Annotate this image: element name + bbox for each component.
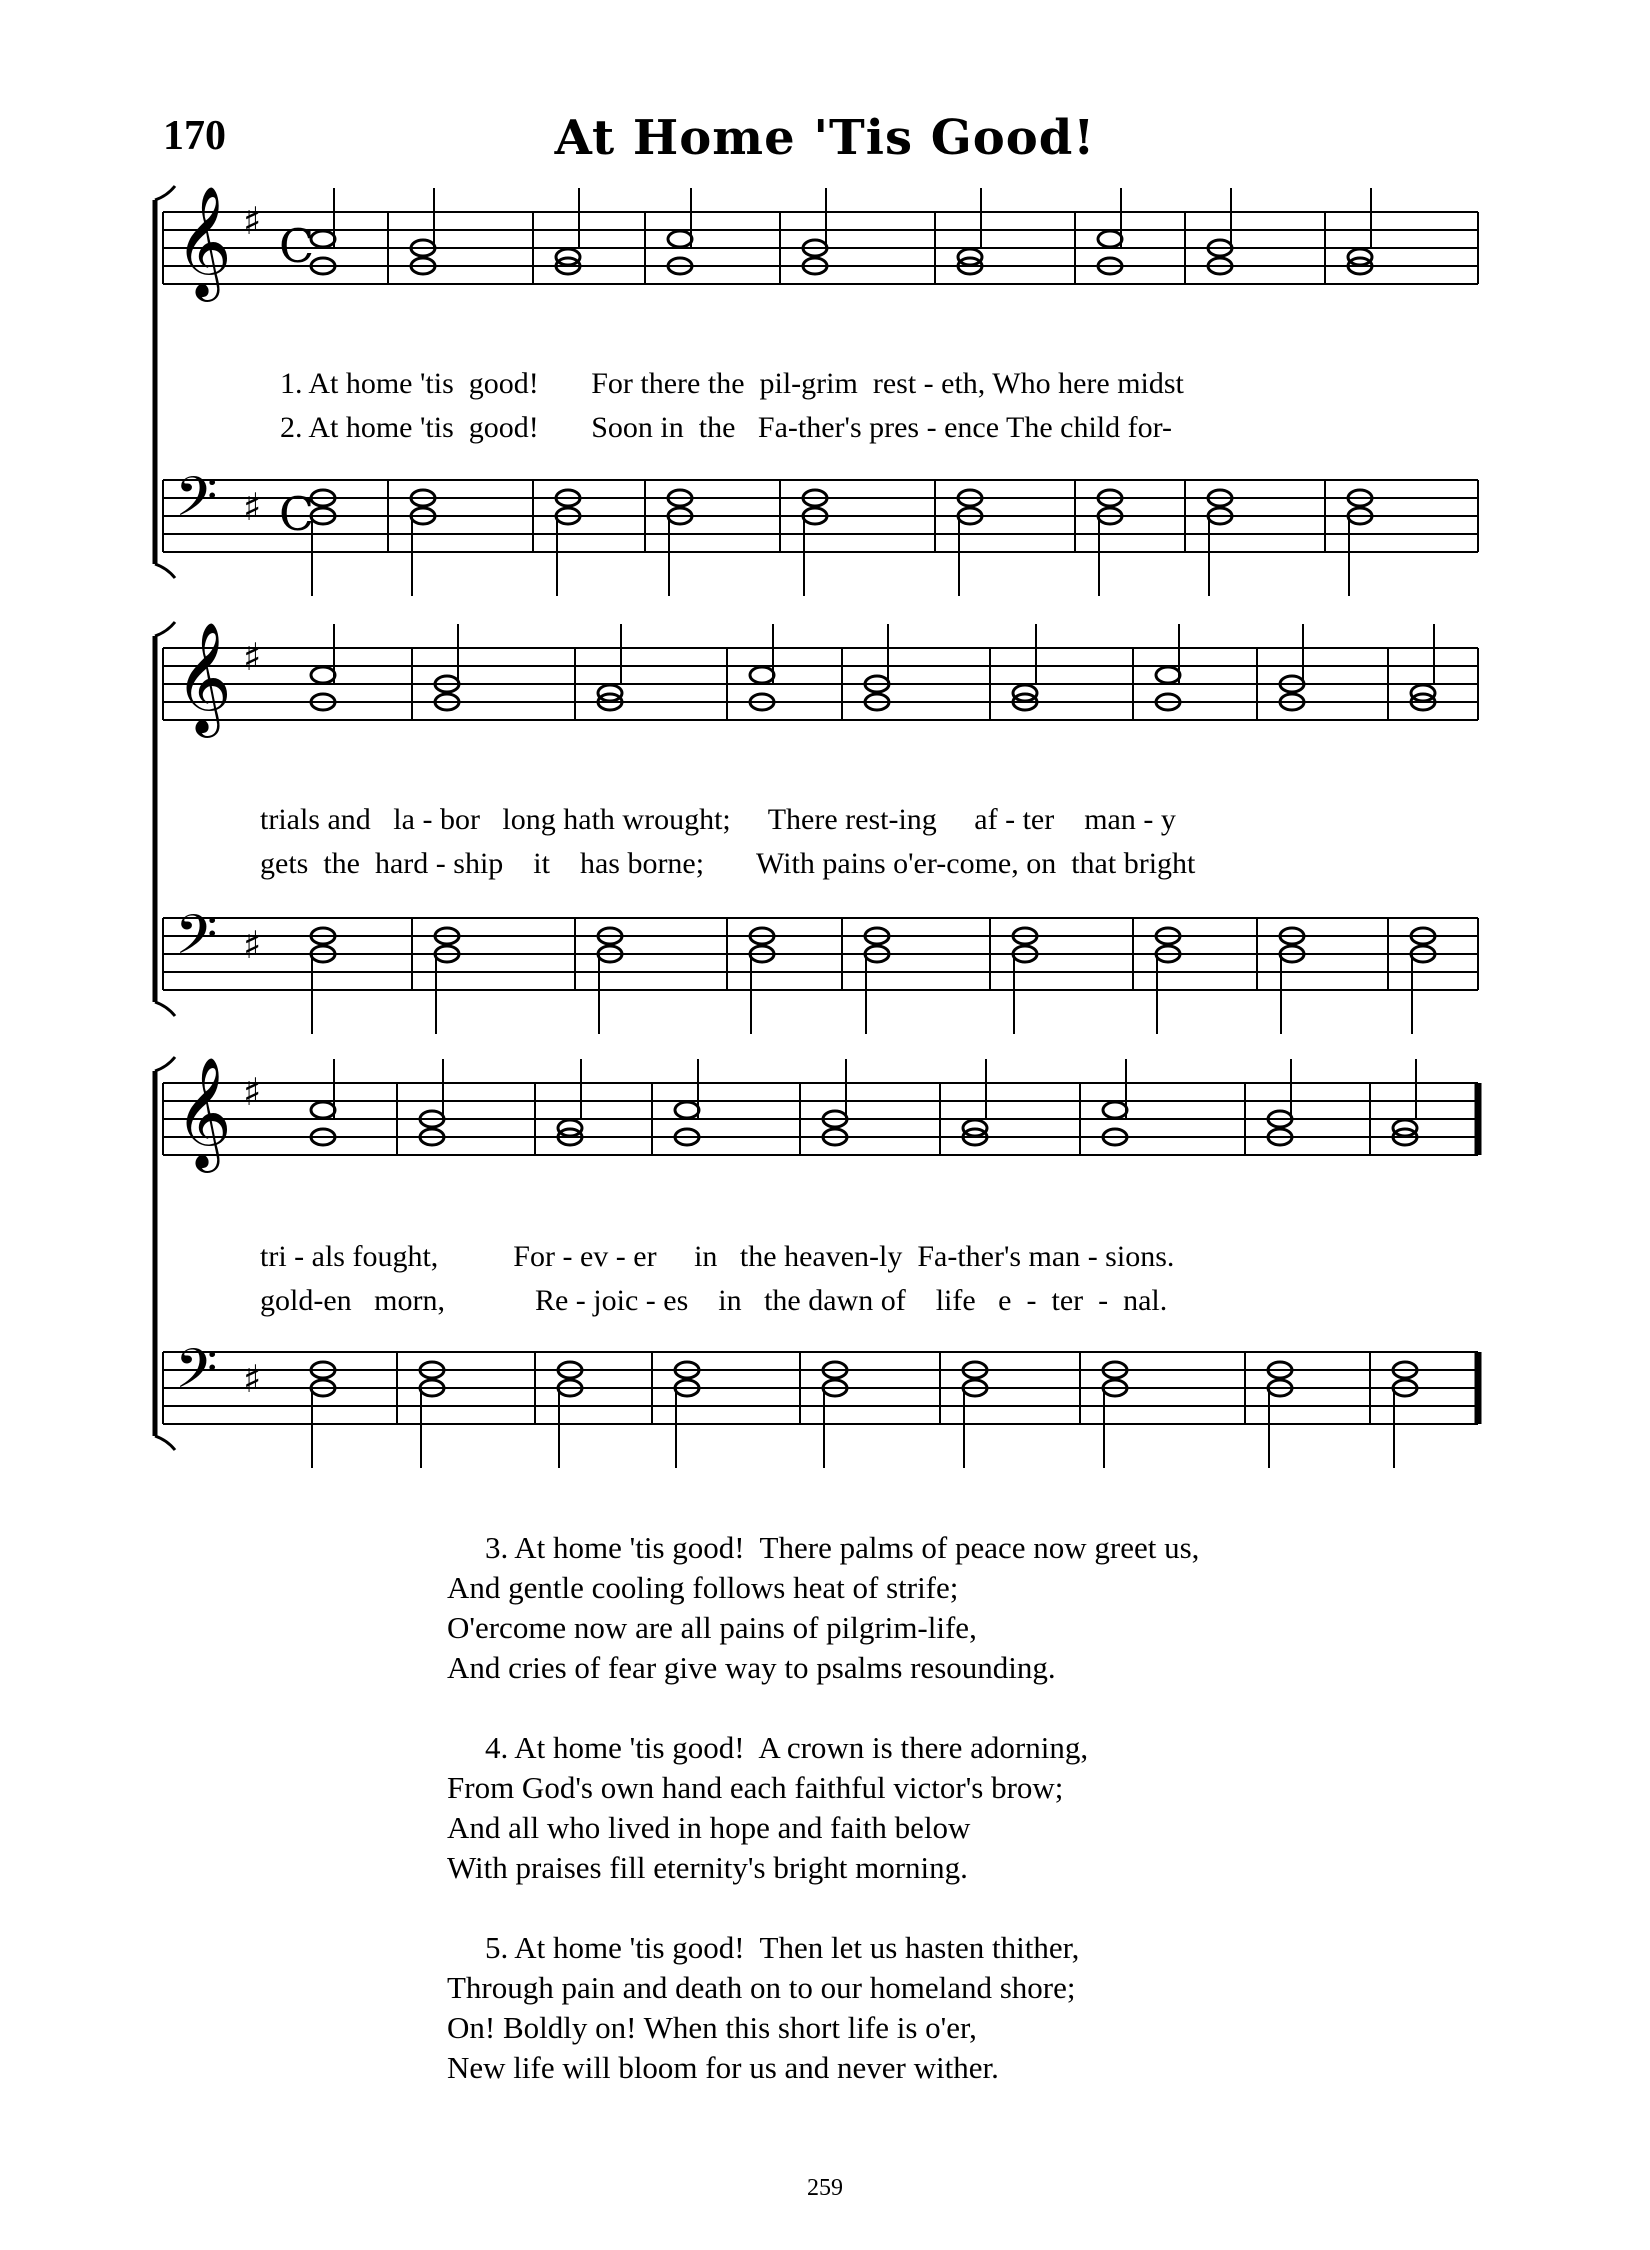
verse-line: Through pain and death on to our homeland shore; (447, 1970, 1076, 2005)
key-signature-sharp: ♯ (243, 199, 262, 243)
treble-clef-icon: 𝄞 (175, 1056, 232, 1168)
key-signature-sharp: ♯ (243, 923, 262, 967)
verse-line: From God's own hand each faithful victor's brow; (447, 1770, 1064, 1805)
time-signature: C (279, 487, 315, 541)
additional-verses (447, 1528, 1199, 2128)
verse-3 (447, 1528, 1199, 1688)
key-signature-sharp: ♯ (243, 1070, 262, 1114)
verse-line: 4. At home 'tis good! A crown is there adorning, (485, 1730, 1089, 1765)
verse-4 (447, 1728, 1199, 1888)
key-signature-sharp: ♯ (243, 635, 262, 679)
note-head (311, 667, 335, 683)
bass-clef-icon: 𝄢 (175, 1337, 218, 1414)
note-head (675, 1102, 699, 1118)
verse-5 (447, 1928, 1199, 2088)
bass-clef-icon: 𝄢 (175, 903, 218, 980)
verse-line: O'ercome now are all pains of pilgrim-life, (447, 1610, 977, 1645)
verse-line: And gentle cooling follows heat of strife; (447, 1570, 959, 1605)
system-bracket (155, 186, 175, 200)
hymn-title: At Home 'Tis Good! (554, 110, 1096, 166)
system-bracket (155, 564, 175, 578)
verse-line: New life will bloom for us and never wither. (447, 2050, 999, 2085)
key-signature-sharp: ♯ (243, 485, 262, 529)
verse-line: And cries of fear give way to psalms resounding. (447, 1650, 1056, 1685)
lyric-line: trials and la - bor long hath wrought; There rest-ing af - ter man - y (260, 803, 1176, 836)
system-bracket (155, 1057, 175, 1071)
hymn-number: 170 (163, 113, 226, 159)
verse-line: On! Boldly on! When this short life is o'er, (447, 2010, 977, 2045)
note-head (311, 1102, 335, 1118)
page-number: 259 (807, 2175, 843, 2201)
system-bracket (155, 1002, 175, 1016)
lyric-line: gold-en morn, Re - joic - es in the dawn of life e - ter - nal. (260, 1284, 1168, 1317)
note-head (750, 667, 774, 683)
treble-clef-icon: 𝄞 (175, 621, 232, 733)
note-head (1156, 667, 1180, 683)
lyric-line: 2. At home 'tis good! Soon in the Fa-ther's pres - ence The child for- (280, 411, 1172, 444)
lyric-line: 1. At home 'tis good! For there the pil-grim rest - eth, Who here midst (280, 367, 1184, 400)
system-bracket (155, 622, 175, 636)
verse-line: With praises fill eternity's bright morning. (447, 1850, 968, 1885)
system-bracket (155, 1436, 175, 1450)
note-head (1098, 231, 1122, 247)
key-signature-sharp: ♯ (243, 1357, 262, 1401)
verse-line: And all who lived in hope and faith below (447, 1810, 971, 1845)
verse-line: 3. At home 'tis good! There palms of peace now greet us, (485, 1530, 1200, 1565)
note-head (668, 231, 692, 247)
lyric-line: tri - als fought, For - ev - er in the heaven-ly Fa-ther's man - sions. (260, 1240, 1175, 1273)
note-head (311, 231, 335, 247)
lyric-line: gets the hard - ship it has borne; With pains o'er-come, on that bright (260, 847, 1196, 880)
treble-clef-icon: 𝄞 (175, 185, 232, 297)
bass-clef-icon: 𝄢 (175, 465, 218, 542)
verse-line: 5. At home 'tis good! Then let us hasten thither, (485, 1930, 1080, 1965)
note-head (1103, 1102, 1127, 1118)
time-signature: C (279, 219, 315, 273)
